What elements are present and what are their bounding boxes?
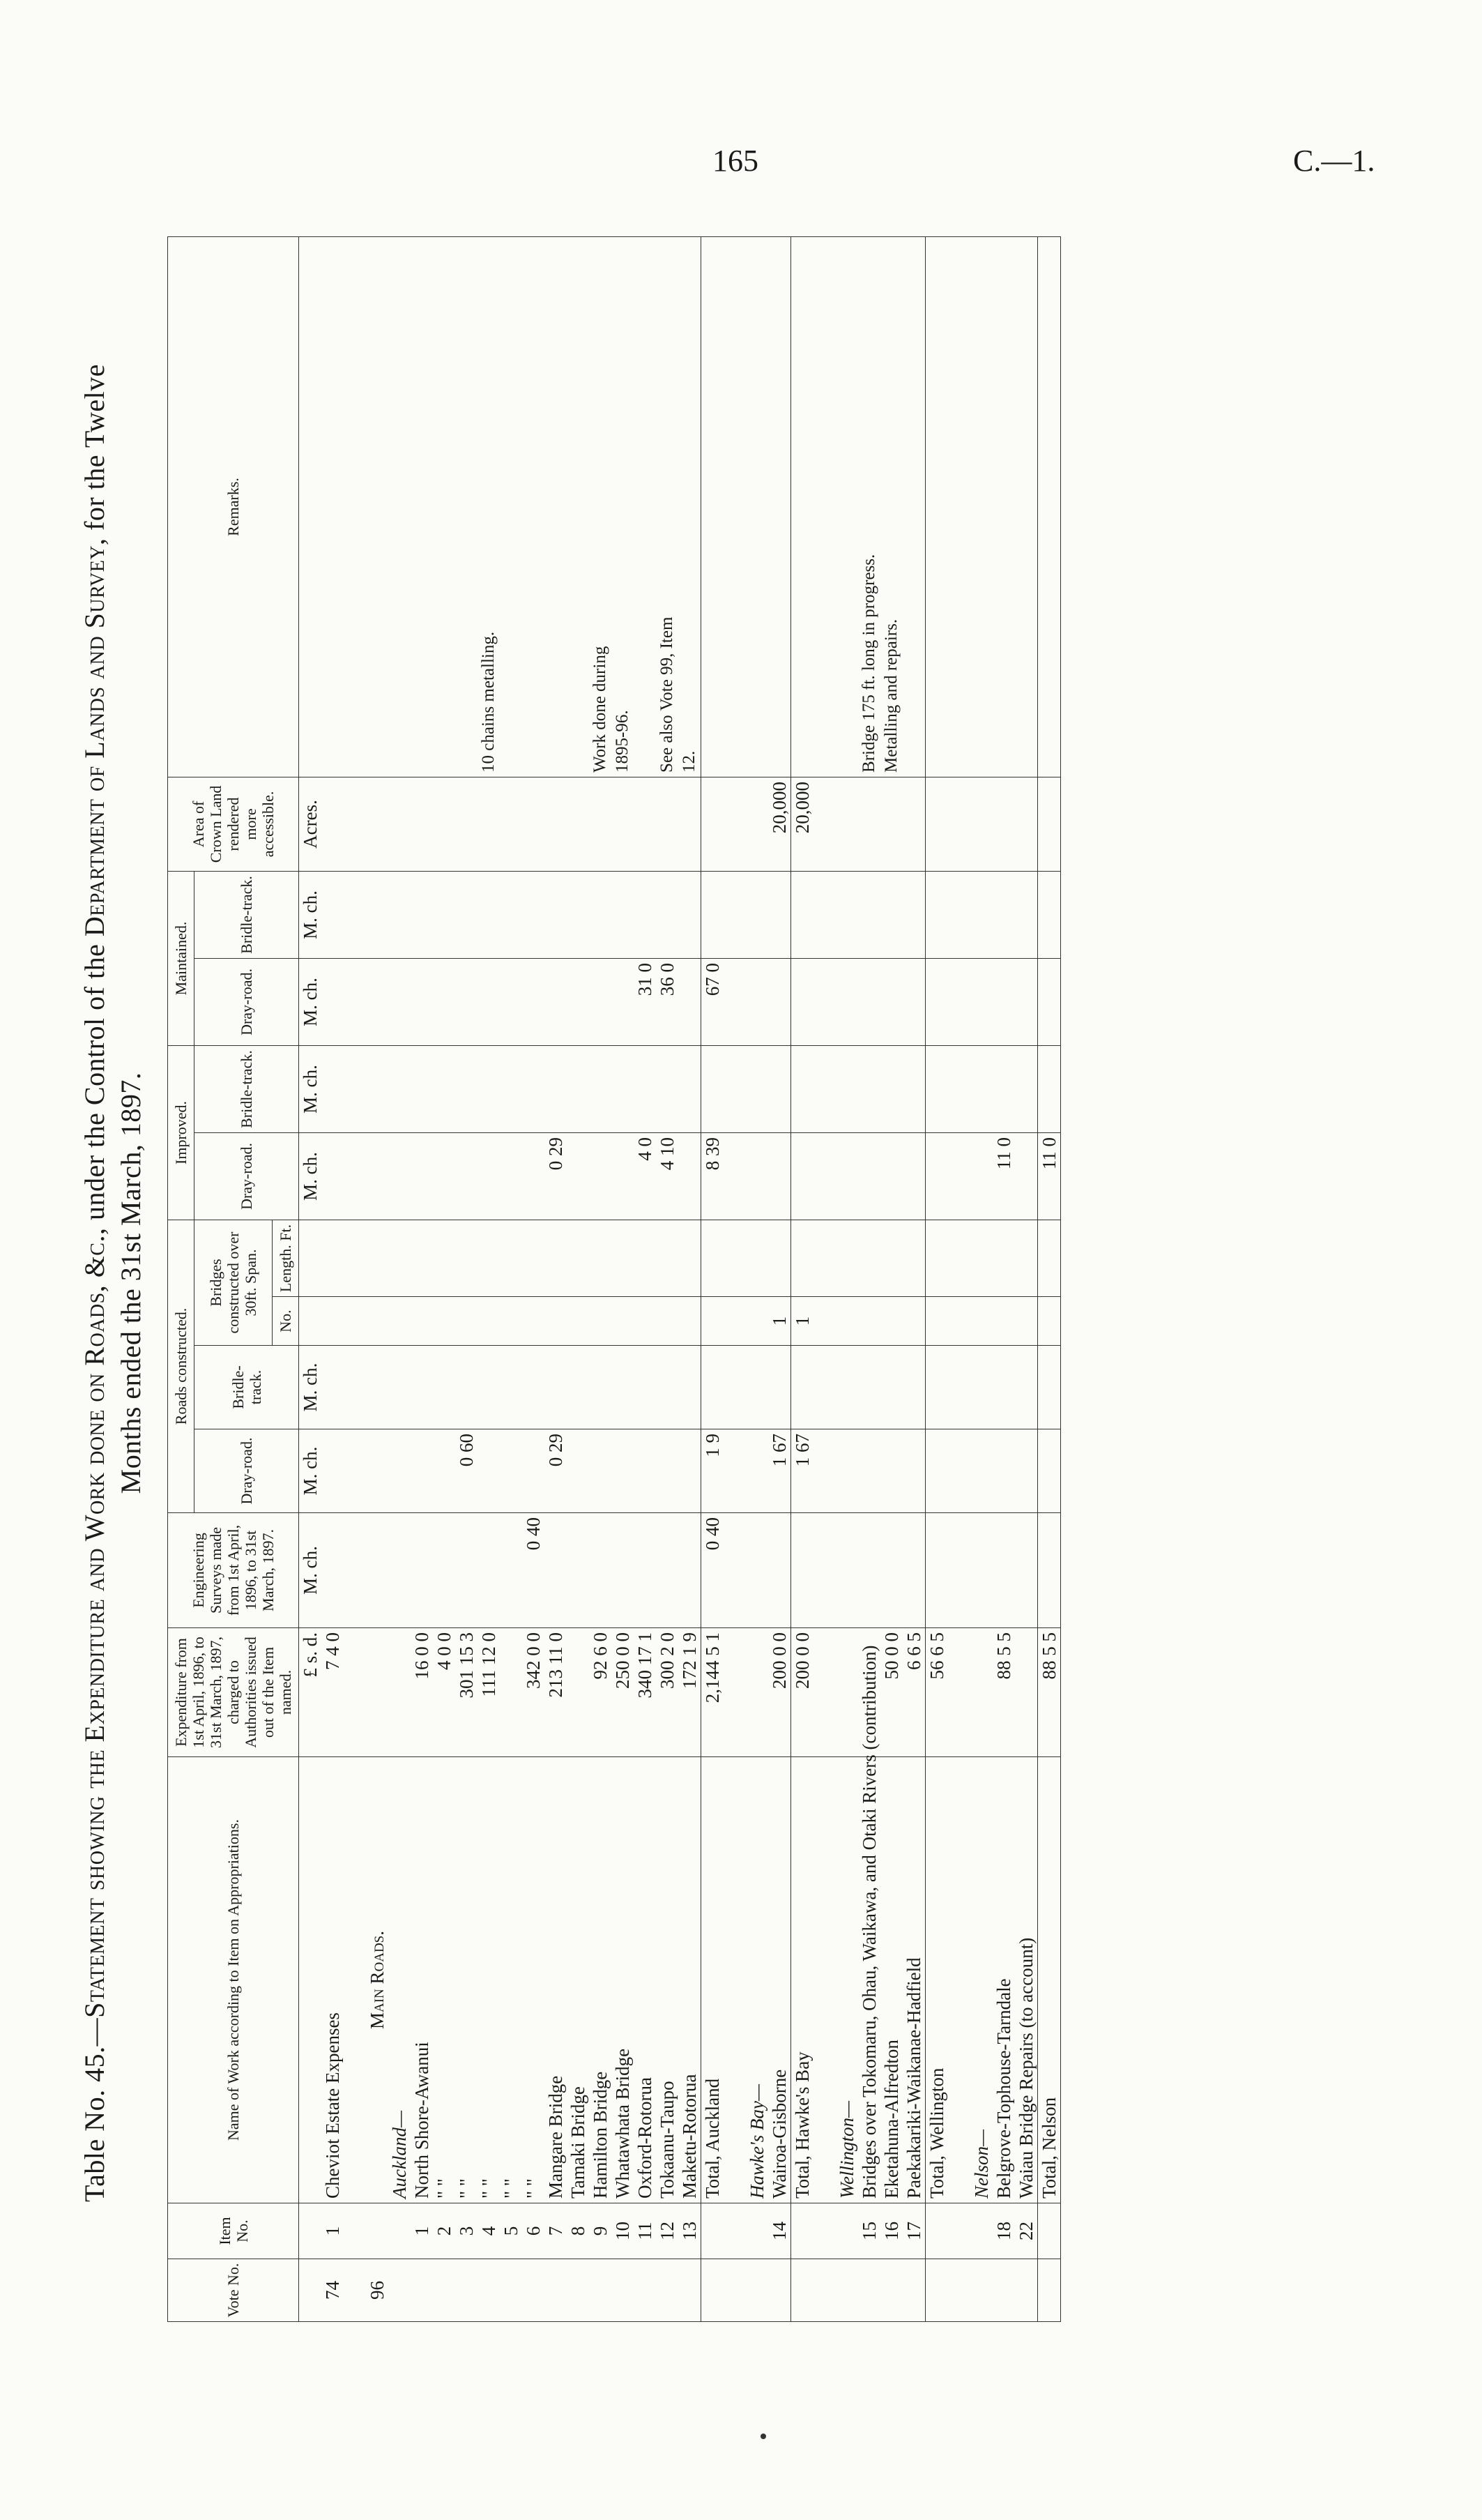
unit-mch: M. ch. [299,1132,322,1220]
page-mark [761,2434,766,2439]
col-improved-dray-road: Dray-road. [194,1132,299,1220]
table-row [746,236,768,2321]
table-row: 3 " " 301 15 3 0 60 [455,236,478,2321]
unit-mch: M. ch. [299,1513,322,1628]
table-row: 15 Bridges over Tokomaru, Ohau, Waikawa, and Otaki Rivers (contribution) Bridge 175 ft. long in progress. [858,236,880,2321]
col-item-no: Item No. [168,2203,299,2259]
col-bridges: Bridges constructed over 30ft. Span. [194,1220,273,1345]
table-row: 18 Belgrove-Tophouse-Tarndale 88 5 5 11 0 [993,236,1015,2321]
col-bridges-length: Length. Ft. [273,1220,299,1296]
total-row: Total, Wellington 56 6 5 [926,236,949,2321]
table-row: 14 Wairoa-Gisborne 200 0 0 1 67 1 20,000 [768,236,791,2321]
table-title: Table No. 45.—Statement showing the Expenditure and Work done on Roads, &c., under the Control of the Department of Lands and Survey, for the Twelve Months ended the 31st March, 1897. [79,364,146,2202]
expenditure-table [167,236,1061,2322]
document-reference: C.—1. [1293,144,1375,178]
col-engineering-surveys: Engineering Surveys made from 1st April, 1896, to 31st March, 1897. [168,1513,299,1628]
table-row: 8 Tamaki Bridge [567,236,589,2321]
table-row: 5 " " [500,236,522,2321]
table-row: 17 Paekakariki-Waikanae-Hadfield 6 6 5 [903,236,926,2321]
region-heading: Hawke's Bay— [746,1757,768,2203]
unit-mch: M. ch. [299,1045,322,1132]
table-row: 96 Main Roads. [366,236,388,2321]
col-maintained-dray-road: Dray-road. [194,958,299,1045]
section-heading: Main Roads. [366,1757,388,2203]
unit-money: £ s. d. [299,1628,322,1757]
table-row: 2 " " 4 0 0 [433,236,455,2321]
table-row: 74 1 Cheviot Estate Expenses 7 4 0 [321,236,344,2321]
total-row: Total, Nelson 88 5 5 11 0 [1038,236,1061,2321]
table-row: 16 Eketahuna-Alfredton 50 0 0 Metalling and repairs. [880,236,903,2321]
col-roads-constructed: Roads constructed. [168,1220,194,1512]
col-crown-land-area: Area of Crown Land rendered more accessible. [168,777,299,871]
region-heading: Auckland— [388,1757,411,2203]
table-row: 6 " " 342 0 0 0 40 [522,236,544,2321]
region-heading: Nelson— [970,1757,993,2203]
table-row: 10 Whatawhata Bridge 250 0 0 1895-96. [611,236,634,2321]
col-bridges-no: No. [273,1297,299,1346]
table-row: 4 " " 111 12 0 10 chains metalling. [478,236,500,2321]
total-row: Total, Hawke's Bay 200 0 0 1 67 1 20,000 [791,236,814,2321]
unit-mch: M. ch. [299,1429,322,1513]
col-remarks: Remarks. [168,236,299,777]
table-row: 7 Mangare Bridge 213 11 0 0 29 0 29 [544,236,567,2321]
col-improved-bridle-track: Bridle-track. [194,1045,299,1132]
table-row [388,236,411,2321]
col-constructed-dray-road: Dray-road. [194,1429,299,1513]
table-row: 12 Tokaanu-Taupo 300 2 0 4 10 36 0 See also Vote 99, Item [656,236,678,2321]
region-heading: Wellington— [836,1757,858,2203]
rotated-table-block [77,230,1387,2336]
table-row: 1 North Shore-Awanui 16 0 0 [411,236,433,2321]
col-vote-no: Vote No. [168,2259,299,2322]
total-row: Total, Auckland 2,144 5 1 0 40 1 9 8 39 67 0 [701,236,724,2321]
col-name-of-work: Name of Work according to Item on Appropriations. [168,1757,299,2203]
col-expenditure: Expenditure from 1st April, 1896, to 31st March, 1897, charged to Authorities issued out of the Item named. [168,1628,299,1757]
table-row: 11 Oxford-Rotorua 340 17 1 4 0 31 0 [634,236,656,2321]
col-improved: Improved. [168,1045,194,1220]
table-row: 13 Maketu-Rotorua 172 1 9 12. [678,236,701,2321]
table-row: 22 Waiau Bridge Repairs (to account) [1015,236,1038,2321]
unit-acres: Acres. [299,777,322,871]
unit-mch: M. ch. [299,958,322,1045]
table-row [836,236,858,2321]
page-header [0,0,1482,209]
unit-mch: M. ch. [299,871,322,958]
table-row [970,236,993,2321]
col-maintained: Maintained. [168,871,194,1045]
table-row: 9 Hamilton Bridge 92 6 0 Work done during [589,236,611,2321]
col-constructed-bridle-track: Bridle-track. [194,1346,299,1429]
units-row [299,236,322,2321]
col-maintained-bridle-track: Bridle-track. [194,871,299,958]
unit-mch: M. ch. [299,1346,322,1429]
page-number: 165 [712,144,758,178]
